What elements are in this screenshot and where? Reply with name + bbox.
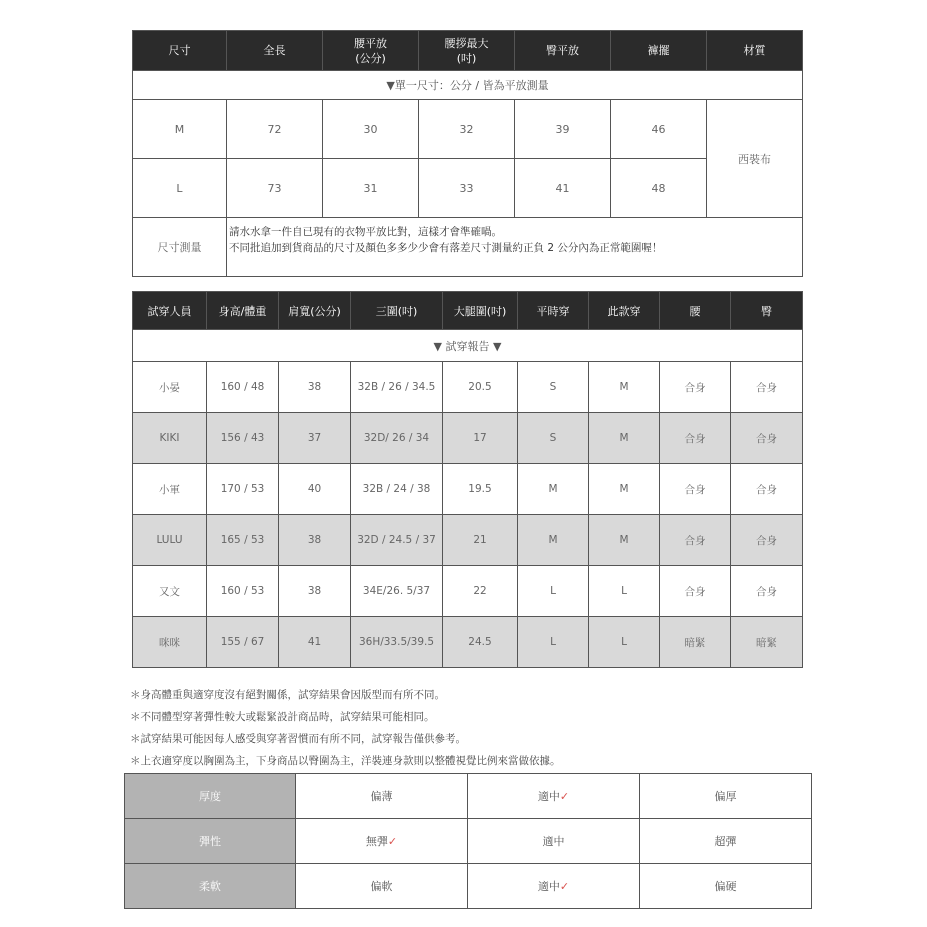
waist-flat-cell: 30: [323, 100, 419, 159]
thickness-option: [296, 774, 468, 819]
thickness-option: [640, 774, 812, 819]
measurements-cell: 34E/26. 5/37: [351, 566, 443, 617]
waist-fit-cell: 合身: [660, 566, 731, 617]
option-text: 適中: [537, 880, 560, 893]
option-text: 偏厚: [714, 790, 737, 803]
table-row: [133, 566, 803, 617]
table-row: [133, 413, 803, 464]
measurements-cell: 32D/ 26 / 34: [351, 413, 443, 464]
tester-name: 小軍: [133, 464, 207, 515]
shoulder-cell: 38: [279, 566, 351, 617]
fit-note: ＊不同體型穿著彈性較大或鬆緊設計商品時，試穿結果可能相同。: [130, 711, 435, 723]
measurements-cell: 36H/33.5/39.5: [351, 617, 443, 668]
thigh-cell: 22: [443, 566, 518, 617]
this-size-cell: M: [589, 362, 660, 413]
hem-header: 褲擺: [611, 31, 707, 71]
thigh-header: 大腿圍(吋): [443, 292, 518, 330]
table-row: [125, 864, 812, 909]
softness-option: [296, 864, 468, 909]
tester-name: 咪咪: [133, 617, 207, 668]
material-header: 材質: [707, 31, 803, 71]
this-size-cell: L: [589, 566, 660, 617]
hip-fit-cell: 合身: [731, 566, 803, 617]
hip-cell: 39: [515, 100, 611, 159]
thigh-cell: 17: [443, 413, 518, 464]
shoulder-header: 肩寬(公分): [279, 292, 351, 330]
measurement-note-label: 尺寸測量: [133, 218, 227, 277]
option-text: 偏薄: [370, 790, 393, 803]
table-row: [133, 515, 803, 566]
measurements-cell: 32B / 26 / 34.5: [351, 362, 443, 413]
hip-fit-header: 臀: [731, 292, 803, 330]
hip-fit-cell: 合身: [731, 464, 803, 515]
tester-header: 試穿人員: [133, 292, 207, 330]
fit-note: ＊身高體重與適穿度沒有絕對關係，試穿結果會因版型而有所不同。: [130, 689, 445, 701]
option-text: 偏硬: [714, 880, 737, 893]
length-cell: 73: [227, 159, 323, 218]
softness-option: [468, 864, 640, 909]
tester-name: LULU: [133, 515, 207, 566]
option-text: 無彈: [365, 835, 388, 848]
waist-max-cell: 33: [419, 159, 515, 218]
usual-size-cell: M: [518, 464, 589, 515]
length-header: 全長: [227, 31, 323, 71]
option-text: 偏軟: [370, 880, 393, 893]
height-weight-cell: 155 / 67: [207, 617, 279, 668]
measurement-note-line: 請水水拿一件自已現有的衣物平放比對，這樣才會準確喎。: [229, 226, 502, 238]
fit-note: ＊上衣適穿度以胸圍為主，下身商品以臀圍為主，洋裝連身款則以整體視覺比例來當做依據。: [130, 755, 561, 767]
waist-fit-cell: 合身: [660, 362, 731, 413]
table-row: [125, 774, 812, 819]
table-row: [133, 617, 803, 668]
measurements-cell: 32B / 24 / 38: [351, 464, 443, 515]
elasticity-label: 彈性: [125, 819, 296, 864]
measurement-note-line: 不同批追加到貨商品的尺寸及顏色多多少少會有落差尺寸測量約正負 2 公分內為正常範圍喔！: [229, 242, 663, 254]
check-mark-icon: ✓: [559, 790, 570, 803]
shoulder-cell: 38: [279, 362, 351, 413]
waist-fit-header: 腰: [660, 292, 731, 330]
shoulder-cell: 40: [279, 464, 351, 515]
waist-max-cell: 32: [419, 100, 515, 159]
thigh-cell: 24.5: [443, 617, 518, 668]
check-mark-icon: ✓: [559, 880, 570, 893]
hem-cell: 46: [611, 100, 707, 159]
shoulder-cell: 37: [279, 413, 351, 464]
usual-size-cell: S: [518, 362, 589, 413]
option-text: 超彈: [714, 835, 737, 848]
size-cell: M: [133, 100, 227, 159]
thigh-cell: 19.5: [443, 464, 518, 515]
this-size-cell: L: [589, 617, 660, 668]
height-weight-cell: 160 / 53: [207, 566, 279, 617]
tester-name: KIKI: [133, 413, 207, 464]
thigh-cell: 21: [443, 515, 518, 566]
hip-fit-cell: 合身: [731, 515, 803, 566]
this-size-cell: M: [589, 515, 660, 566]
thickness-option: [468, 774, 640, 819]
height-weight-cell: 165 / 53: [207, 515, 279, 566]
table-row: [133, 362, 803, 413]
size-cell: L: [133, 159, 227, 218]
elasticity-option: [296, 819, 468, 864]
table-row: [133, 100, 803, 159]
waist-max-header: 腰拶最大 (吋): [419, 31, 515, 71]
material-cell: 西裝布: [707, 100, 803, 218]
measurements-cell: 32D / 24.5 / 37: [351, 515, 443, 566]
size-table: [132, 30, 803, 277]
hip-cell: 41: [515, 159, 611, 218]
fit-notes: [130, 684, 561, 772]
softness-option: [640, 864, 812, 909]
usual-size-cell: S: [518, 413, 589, 464]
waist-flat-header: 腰平放 (公分): [323, 31, 419, 71]
height-weight-cell: 170 / 53: [207, 464, 279, 515]
waist-fit-cell: 合身: [660, 515, 731, 566]
option-text: 適中: [542, 835, 565, 848]
tryon-table: [132, 291, 803, 668]
usual-size-header: 平時穿: [518, 292, 589, 330]
hip-fit-cell: 暗緊: [731, 617, 803, 668]
elasticity-option: [468, 819, 640, 864]
size-table-caption: ▼單一尺寸：公分 / 皆為平放測量: [133, 71, 803, 100]
waist-fit-cell: 合身: [660, 413, 731, 464]
this-size-cell: M: [589, 464, 660, 515]
tryon-table-caption: ▼ 試穿報告 ▼: [133, 330, 803, 362]
measurements-header: 三圍(吋): [351, 292, 443, 330]
this-size-header: 此款穿: [589, 292, 660, 330]
this-size-cell: M: [589, 413, 660, 464]
height-weight-cell: 156 / 43: [207, 413, 279, 464]
height-weight-header: 身高/體重: [207, 292, 279, 330]
elasticity-option: [640, 819, 812, 864]
tester-name: 小晏: [133, 362, 207, 413]
usual-size-cell: L: [518, 617, 589, 668]
shoulder-cell: 38: [279, 515, 351, 566]
length-cell: 72: [227, 100, 323, 159]
softness-label: 柔軟: [125, 864, 296, 909]
size-header: 尺寸: [133, 31, 227, 71]
fabric-attribute-table: [124, 773, 812, 909]
hip-fit-cell: 合身: [731, 362, 803, 413]
shoulder-cell: 41: [279, 617, 351, 668]
hem-cell: 48: [611, 159, 707, 218]
option-text: 適中: [537, 790, 560, 803]
usual-size-cell: L: [518, 566, 589, 617]
height-weight-cell: 160 / 48: [207, 362, 279, 413]
thickness-label: 厚度: [125, 774, 296, 819]
table-row: [133, 159, 803, 218]
hip-fit-cell: 合身: [731, 413, 803, 464]
usual-size-cell: M: [518, 515, 589, 566]
waist-fit-cell: 合身: [660, 464, 731, 515]
hip-header: 臀平放: [515, 31, 611, 71]
tester-name: 又文: [133, 566, 207, 617]
check-mark-icon: ✓: [387, 835, 398, 848]
table-row: [125, 819, 812, 864]
measurement-note: [227, 218, 803, 277]
waist-fit-cell: 暗緊: [660, 617, 731, 668]
table-row: [133, 464, 803, 515]
waist-flat-cell: 31: [323, 159, 419, 218]
fit-note: ＊試穿結果可能因每人感受與穿著習慣而有所不同，試穿報告僅供參考。: [130, 733, 466, 745]
thigh-cell: 20.5: [443, 362, 518, 413]
